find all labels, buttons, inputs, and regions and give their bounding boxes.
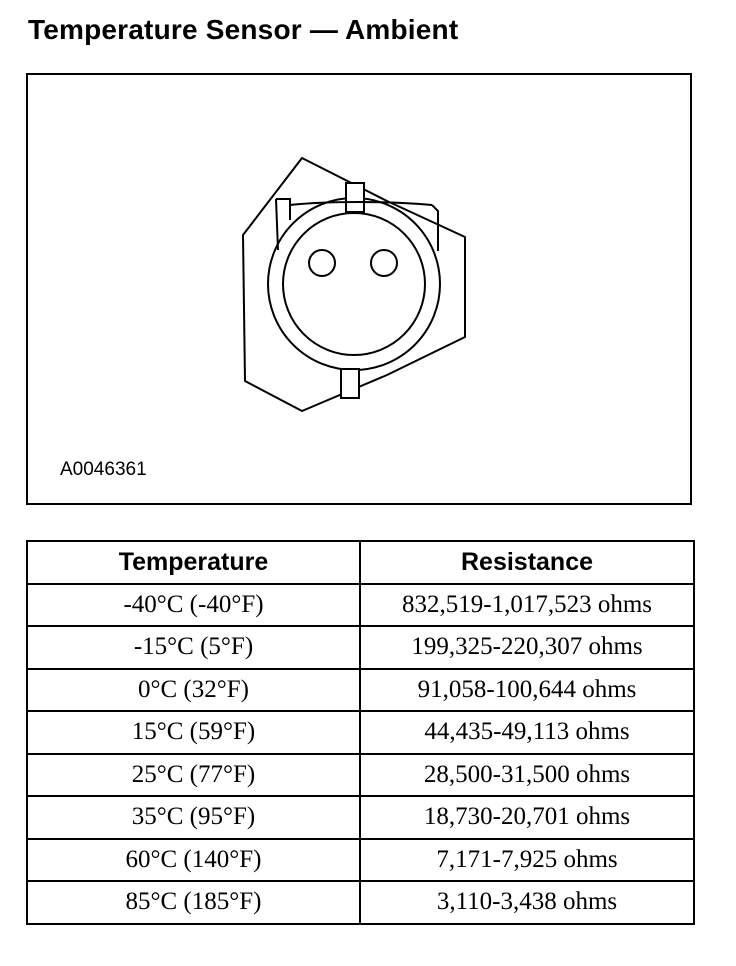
connector-diagram xyxy=(28,75,690,503)
table-row xyxy=(27,881,694,924)
connector-face-inner xyxy=(283,213,425,355)
table-row xyxy=(27,839,694,882)
table-row xyxy=(27,584,694,627)
cell-temperature: 25°C (77°F) xyxy=(27,754,360,797)
header-temperature: Temperature xyxy=(27,541,360,584)
cell-resistance: 3,110-3,438 ohms xyxy=(360,881,694,924)
cell-temperature: 60°C (140°F) xyxy=(27,839,360,882)
table-row xyxy=(27,626,694,669)
cell-resistance: 7,171-7,925 ohms xyxy=(360,839,694,882)
cell-resistance: 28,500-31,500 ohms xyxy=(360,754,694,797)
cell-resistance: 44,435-49,113 ohms xyxy=(360,711,694,754)
cell-temperature: 35°C (95°F) xyxy=(27,796,360,839)
cell-resistance: 91,058-100,644 ohms xyxy=(360,669,694,712)
figure-id: A0046361 xyxy=(60,459,147,480)
connector-shell-outer xyxy=(268,198,440,370)
cell-resistance: 18,730-20,701 ohms xyxy=(360,796,694,839)
table-header-row xyxy=(27,541,694,584)
pin-hole-right xyxy=(371,250,397,276)
header-resistance: Resistance xyxy=(360,541,694,584)
bottom-tab xyxy=(341,369,359,398)
cell-resistance: 199,325-220,307 ohms xyxy=(360,626,694,669)
table-row xyxy=(27,754,694,797)
cell-temperature: 0°C (32°F) xyxy=(27,669,360,712)
sensor-illustration xyxy=(26,73,692,505)
top-tab xyxy=(346,183,364,212)
cell-temperature: 15°C (59°F) xyxy=(27,711,360,754)
cell-temperature: 85°C (185°F) xyxy=(27,881,360,924)
pin-hole-left xyxy=(309,250,335,276)
table-row xyxy=(27,796,694,839)
cell-resistance: 832,519-1,017,523 ohms xyxy=(360,584,694,627)
cell-temperature: -15°C (5°F) xyxy=(27,626,360,669)
table-row xyxy=(27,669,694,712)
cell-temperature: -40°C (-40°F) xyxy=(27,584,360,627)
resistance-table xyxy=(26,540,695,925)
page-title: Temperature Sensor — Ambient xyxy=(28,14,459,45)
table-row xyxy=(27,711,694,754)
